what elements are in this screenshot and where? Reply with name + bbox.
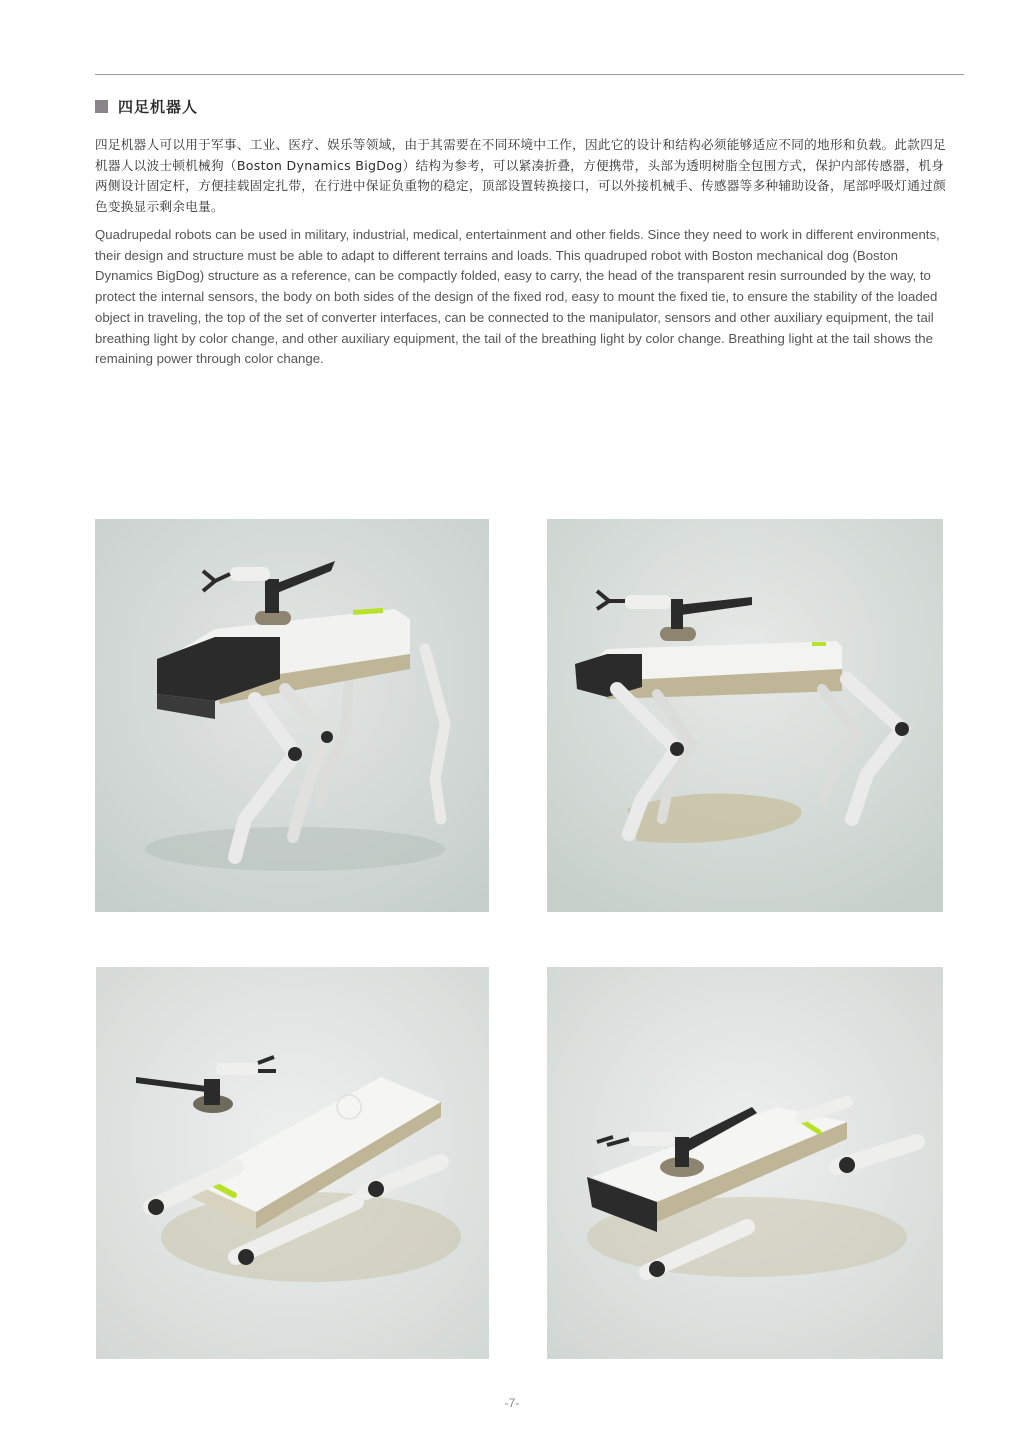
robot-photo-standing-front: [95, 519, 489, 912]
robot-photo-folded-arm: [547, 967, 943, 1359]
body-text-english: Quadrupedal robots can be used in military, industrial, medical, entertainment and other fields. Since they need to work in different environments, their design and structure must be able to adapt to different terrains and loads. This quadruped robot with Boston mechanical dog (Boston Dynamics BigDog) structure as a reference, can be compactly folded, easy to carry, the head of the transparent resin surrounded by the way, to protect the internal sensors, the body on both sides of the design of the fixed rod, easy to mount the fixed tie, to ensure the stability of the loaded object in traveling, the top of the set of converter interfaces, can be connected to the manipulator, sensors and other auxiliary equipment, the tail breathing light by color change, and other auxiliary equipment, the tail of the breathing light by color change. Breathing light at the tail shows the remaining power through color change.: [95, 227, 940, 367]
robot-photo-folded-top: [96, 967, 489, 1359]
section-title: 四足机器人: [118, 98, 199, 116]
header-rule: [95, 74, 964, 75]
robot-photo-standing-side: [547, 519, 943, 912]
body-text-chinese: 四足机器人可以用于军事、工业、医疗、娱乐等领域，由于其需要在不同环境中工作，因此它的设计和结构必须能够适应不同的地形和负载。此款四足机器人以波士顿机械狗（Boston Dynamics BigDog）结构为参考，可以紧凑折叠，方便携带，头部为透明树脂全包围方式，保护内部传感器，机身两侧设计固定杆，方便挂载固定扎带，在行进中保证负重物的稳定，顶部设置转换接口，可以外接机械手、传感器等多种辅助设备，尾部呼吸灯通过颜色变换显示剩余电量。: [95, 137, 946, 214]
section-heading: [95, 96, 198, 117]
heading-square-icon: [95, 100, 108, 113]
page-number: -7-: [504, 1396, 520, 1410]
